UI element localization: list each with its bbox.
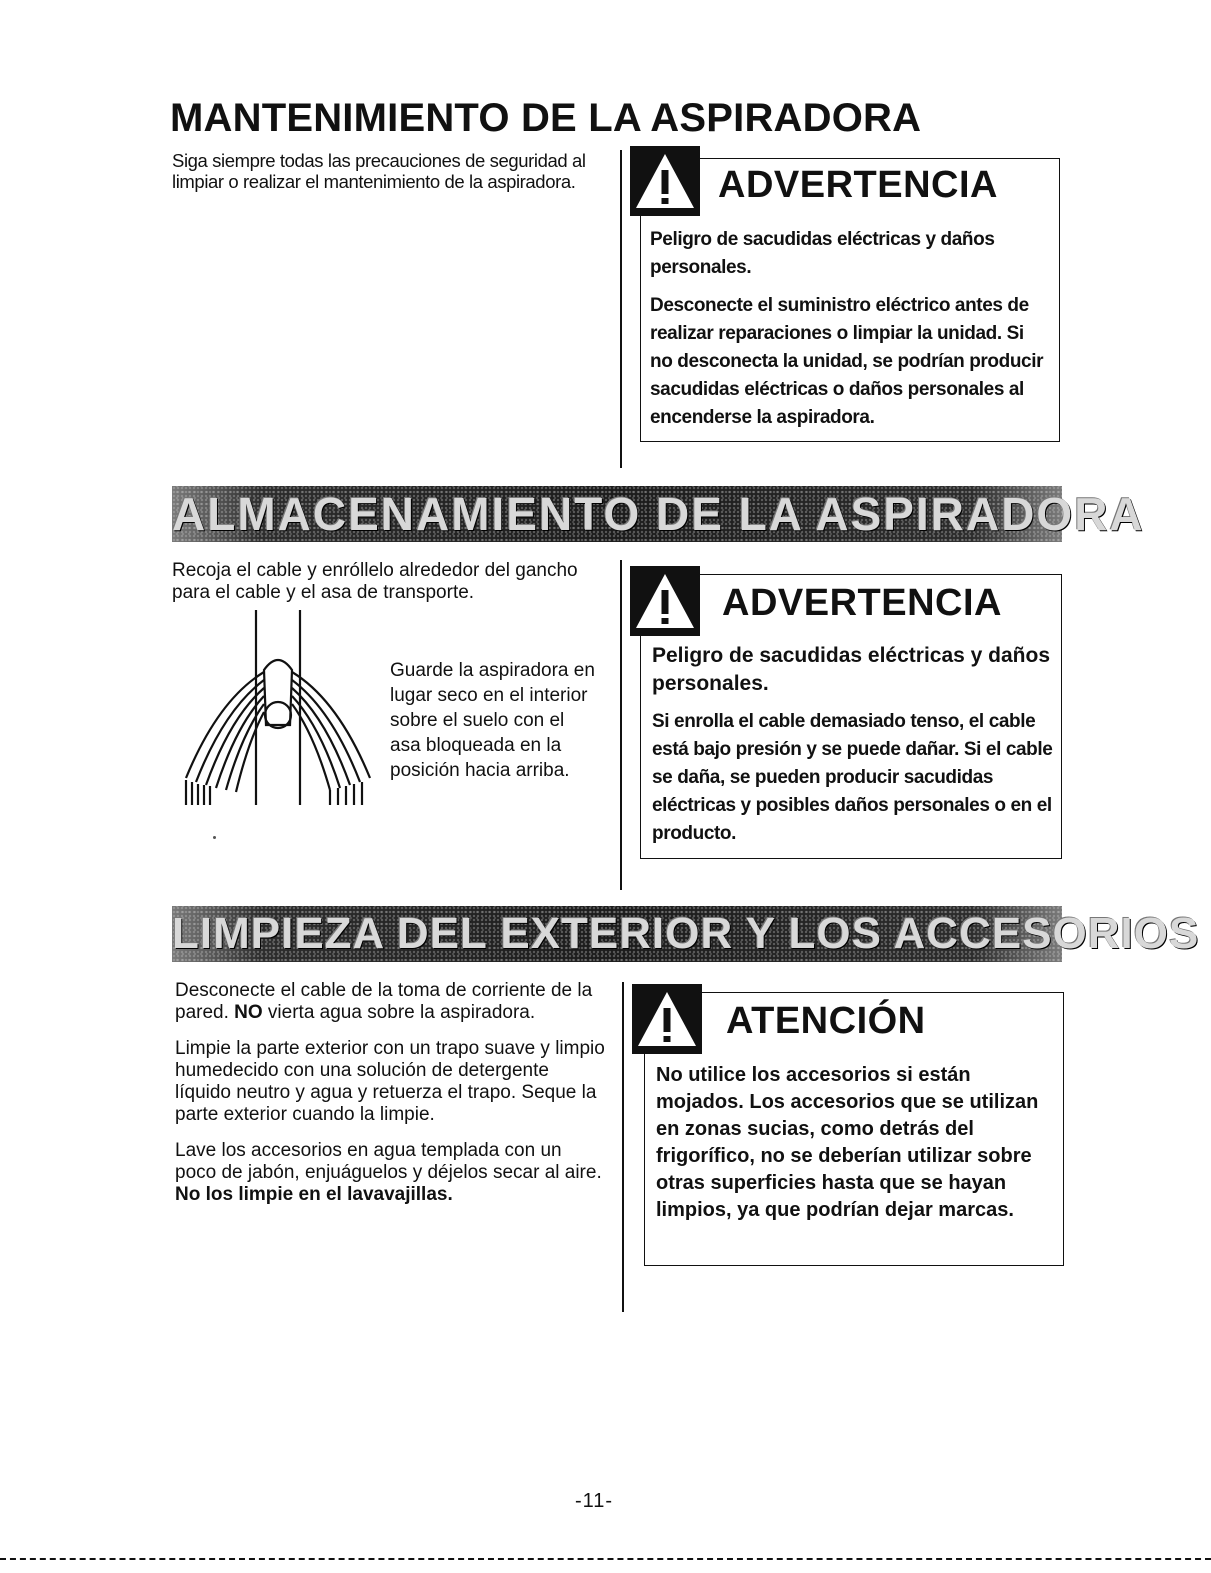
caution-icon-block [632,984,702,1054]
storage-caption-text: Guarde la aspiradora en lugar seco en el interior sobre el suelo con el asa bloqueada en la posición hacia arriba. [390,660,595,781]
caution-text: No utilice los accesorios si están mojados. Los accesorios que se utilizan en zonas sucias, como detrás del frigorífico, no se deberían utilizar sobre otras superficies hasta que se hayan limpios, ya que podrían dejar marcas. [656,1064,1039,1221]
page-title: MANTENIMIENTO DE LA ASPIRADORA [170,96,922,140]
storage-instruction: Recoja el cable y enróllelo alrededor del gancho para el cable y el asa de transporte. [172,560,578,603]
cleaning-paragraph-3: Lave los accesorios en agua templada con un poco de jabón, enjuáguelos y déjelos secar al aire. No los limpie en el lavavajillas. [175,1140,602,1205]
column-divider-3 [622,982,624,1312]
intro-section [172,150,617,206]
warning-heading-2: ADVERTENCIA [722,582,1002,624]
cleaning-section [175,980,605,1220]
warning-1-instruction: Desconecte el suministro eléctrico antes de realizar reparaciones o limpiar la unidad. Si no desconecta la unidad, se podrían producir sacudidas eléctricas o daños personales al encenderse la aspiradora. [650,295,1044,428]
banner-cleaning-text: LIMPIEZA DEL EXTERIOR Y LOS ACCESORIOS [172,909,1200,958]
storage-caption [390,658,600,797]
cleaning-paragraph-1: Desconecte el cable de la toma de corriente de la pared. NO vierta agua sobre la aspiradora. [175,980,593,1023]
column-divider-2 [620,560,622,890]
warning-body-1 [650,226,1050,442]
intro-text: Siga siempre todas las precauciones de seguridad al limpiar o realizar el mantenimiento de la aspiradora. [172,150,586,192]
warning-icon-block-2 [630,566,700,636]
page-number: -11- [575,1490,614,1512]
bottom-rule [0,1558,1211,1560]
warning-2-instruction: Si enrolla el cable demasiado tenso, el cable está bajo presión y se puede dañar. Si el cable se daña, se pueden producir sacudidas eléctricas y posibles daños personales o en el producto. [652,711,1053,844]
cleaning-paragraph-2: Limpie la parte exterior con un trapo suave y limpio humedecido con una solución de detergente líquido neutro y agua y retuerza el trapo. Seque la parte exterior cuando la limpie. [175,1038,605,1125]
warning-1-hazard: Peligro de sacudidas eléctricas y daños personales. [650,229,995,278]
warning-2-hazard: Peligro de sacudidas eléctricas y daños personales. [652,644,1051,695]
vacuum-cord-wrap-illustration [178,610,378,810]
caution-heading: ATENCIÓN [726,1000,926,1042]
banner-storage-text: ALMACENAMIENTO DE LA ASPIRADORA [172,488,1145,540]
column-divider-1 [620,150,622,468]
warning-triangle-icon [632,984,702,1054]
warning-body-2 [652,642,1054,858]
warning-triangle-icon [630,566,700,636]
section-banner-storage [172,486,1145,542]
warning-icon-block-1 [630,146,700,216]
warning-triangle-icon [630,146,700,216]
scan-speck [213,836,216,839]
caution-body [656,1062,1056,1234]
section-banner-cleaning [172,906,1200,962]
warning-heading-1: ADVERTENCIA [718,164,998,206]
